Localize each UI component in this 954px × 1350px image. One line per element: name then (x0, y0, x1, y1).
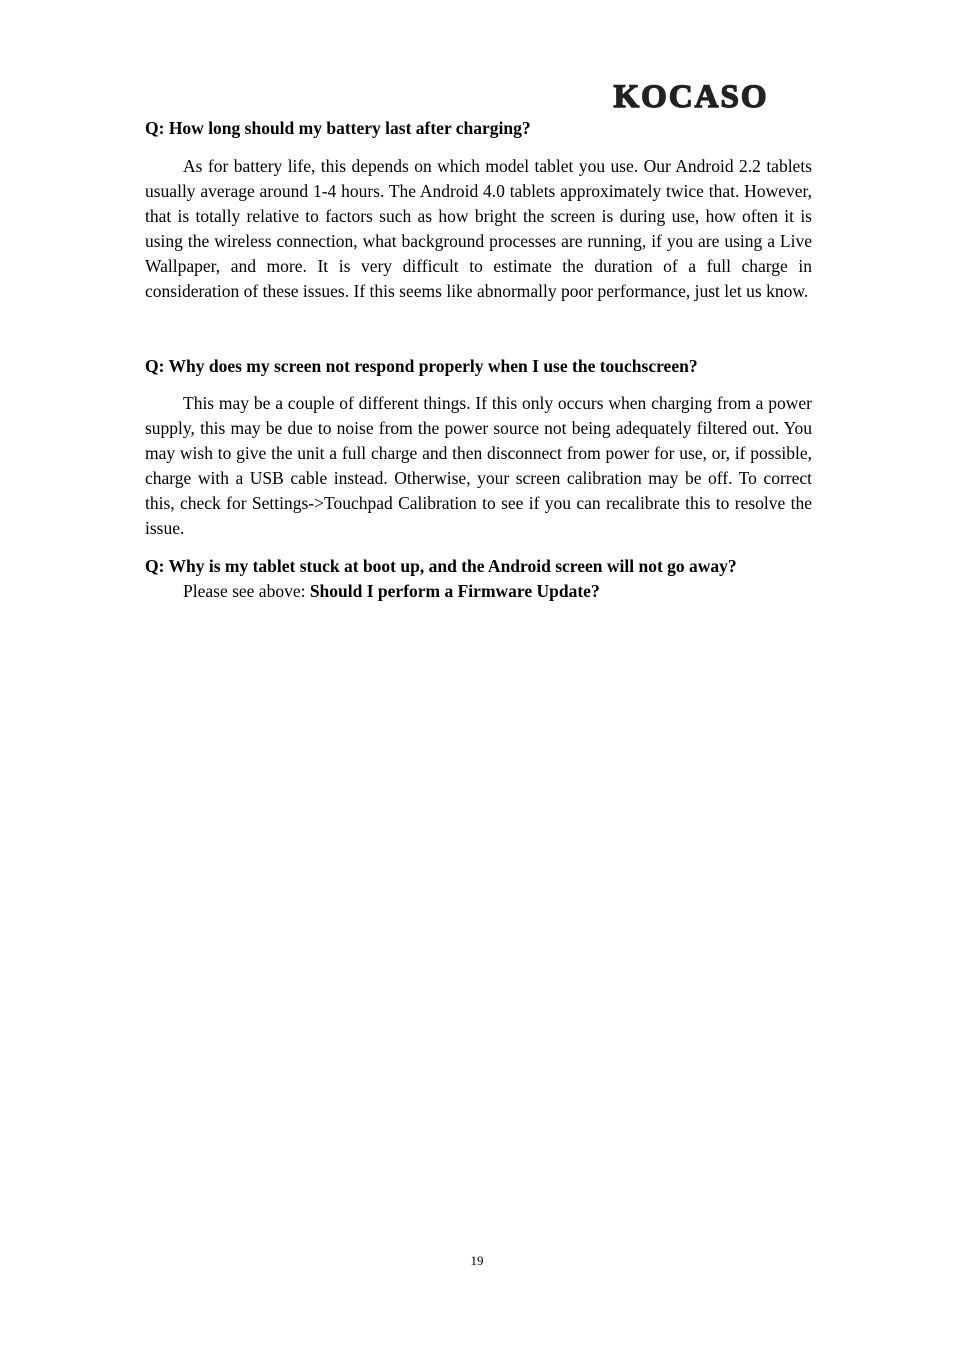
faq-content (145, 114, 812, 604)
faq-answer-boot-reference: Should I perform a Firmware Update? (309, 581, 600, 601)
kocaso-logo (583, 78, 799, 114)
page-number: 19 (470, 1253, 484, 1268)
faq-answer-boot (145, 579, 812, 604)
faq-answer-boot-prefix: Please see above: (183, 581, 310, 601)
faq-question-touchscreen: Q: Why does my screen not respond properly when I use the touchscreen? (145, 356, 698, 376)
faq-answer-touchscreen: This may be a couple of different things. If this only occurs when charging from a power supply, this may be due to noise from the power source not being adequately filtered out. You may wish to give the unit a full charge and then disconnect from power for use, or, if possible, charge with a USB cable instead. Otherwise, your screen calibration may be off. To correct this, check for Settings->Touchpad Calibration to see if you can recalibrate this to resolve the issue. (145, 393, 812, 538)
faq-question-boot: Q: Why is my tablet stuck at boot up, and the Android screen will not go away? (145, 556, 737, 576)
faq-answer-battery: As for battery life, this depends on which model tablet you use. Our Android 2.2 tablets usually average around 1-4 hours. The Android 4.0 tablets approximately twice that. However, that is totally relative to factors such as how bright the screen is during use, how often it is using the wireless connection, what background processes are running, if you are using a Live Wallpaper, and more. It is very difficult to estimate the duration of a full charge in consideration of these issues. If this seems like abnormally poor performance, just let us know. (145, 156, 812, 301)
logo-text: KOCASO (613, 79, 769, 114)
faq-question-battery: Q: How long should my battery last after charging? (145, 118, 531, 138)
